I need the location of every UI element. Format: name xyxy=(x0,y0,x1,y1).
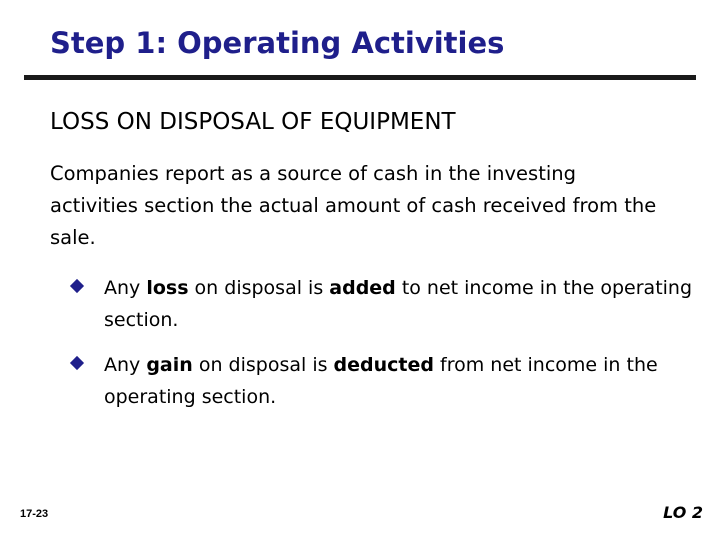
learning-objective-label: LO 2 xyxy=(663,503,703,522)
slide-title: Step 1: Operating Activities xyxy=(50,26,505,60)
bullet-item-gain xyxy=(70,349,710,413)
section-heading: LOSS ON DISPOSAL OF EQUIPMENT xyxy=(50,109,456,135)
bullet-item-loss xyxy=(70,272,710,336)
page-number: 17-23 xyxy=(20,508,49,520)
body-paragraph: Companies report as a source of cash in the investing activities section the actual amount of cash received from the sale. xyxy=(50,162,657,249)
title-divider xyxy=(24,75,696,80)
bullet-text: Any gain on disposal is deducted from net income in the operating section. xyxy=(104,354,658,408)
diamond-bullet-icon xyxy=(70,279,84,293)
diamond-bullet-icon xyxy=(70,356,84,370)
bullet-text: Any loss on disposal is added to net income in the operating section. xyxy=(104,277,693,331)
